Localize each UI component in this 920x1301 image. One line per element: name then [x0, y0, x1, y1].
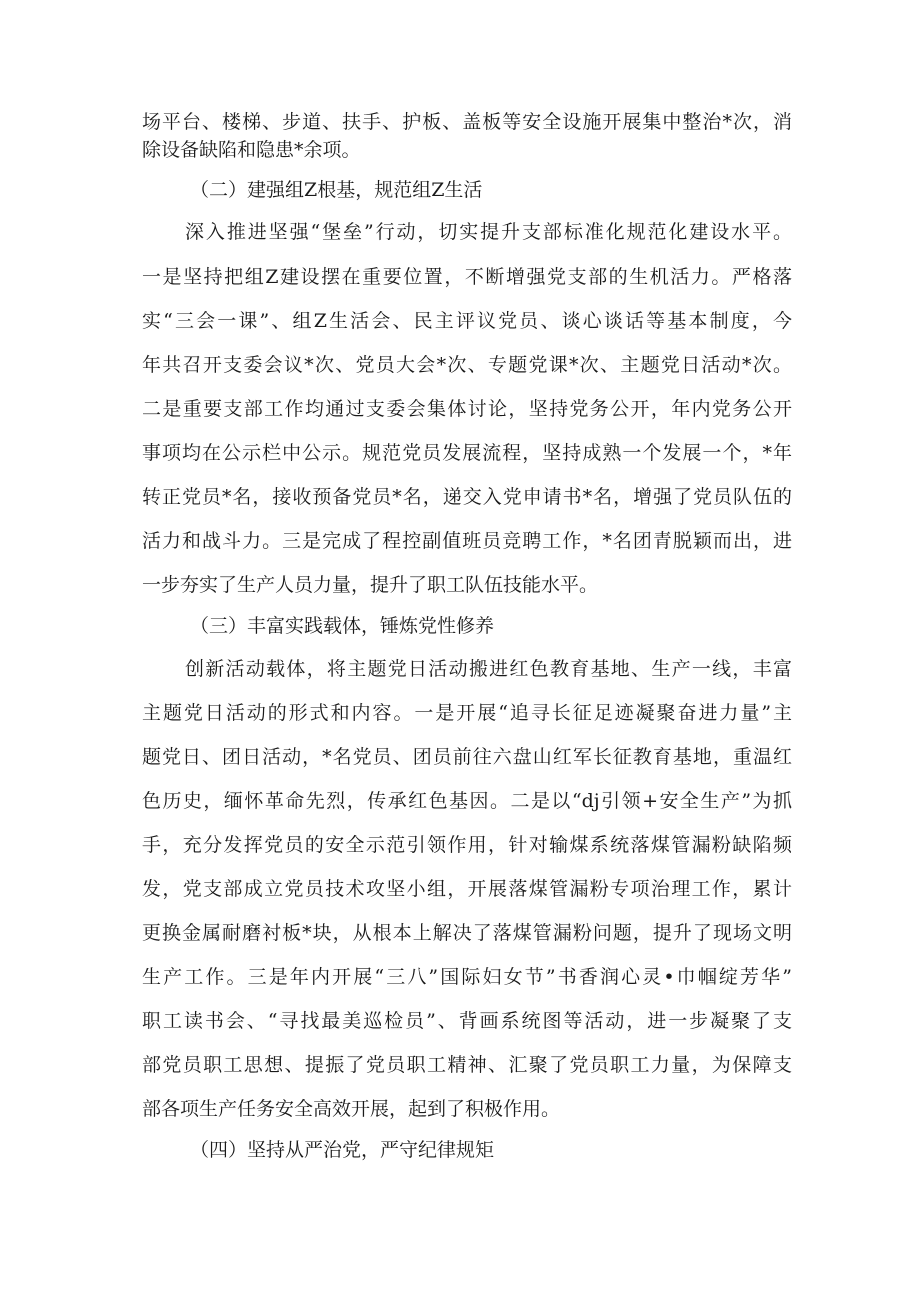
- body-text-line: 事项均在公示栏中公示。规范党员发展流程，坚持成熟一个发展一个，*年: [142, 442, 792, 464]
- body-text-line: 创新活动载体，将主题党日活动搬进红色教育基地、生产一线，丰富: [185, 658, 792, 680]
- section-heading-3: （三）丰富实践载体，锤炼党性修养: [190, 615, 495, 637]
- body-text-line: 更换金属耐磨衬板*块，从根本上解决了落煤管漏粉问题，提升了现场文明: [142, 922, 792, 944]
- section-heading-4: （四）坚持从严治党，严守纪律规矩: [190, 1139, 495, 1161]
- body-text-line: 深入推进坚强“堡垒”行动，切实提升支部标准化规范化建设水平。: [185, 221, 792, 243]
- body-text-line: 发，党支部成立党员技术攻坚小组，开展落煤管漏粉专项治理工作，累计: [142, 878, 792, 900]
- body-text-line: 年共召开支委会议*次、党员大会*次、专题党课*次、主题党日活动*次。: [142, 354, 792, 376]
- section-heading-2: （二）建强组Z根基，规范组Z生活: [190, 179, 483, 201]
- body-text-line: 职工读书会、“寻找最美巡检员”、背画系统图等活动，进一步凝聚了支: [142, 1010, 792, 1032]
- body-text-line: 色历史，缅怀革命先烈，传承红色基因。二是以“dj引领+安全生产”为抓: [142, 790, 792, 812]
- body-text-line: 一是坚持把组Z建设摆在重要位置，不断增强党支部的生机活力。严格落: [142, 266, 792, 288]
- body-text-line: 转正党员*名，接收预备党员*名，递交入党申请书*名，增强了党员队伍的: [142, 486, 792, 508]
- body-text-line: 二是重要支部工作均通过支委会集体讨论，坚持党务公开，年内党务公开: [142, 398, 792, 420]
- body-text-line: 场平台、楼梯、步道、扶手、护板、盖板等安全设施开展集中整治*次，消: [142, 111, 792, 133]
- body-text-line: 活力和战斗力。三是完成了程控副值班员竞聘工作，*名团青脱颖而出，进: [142, 530, 792, 552]
- body-text-line: 主题党日活动的形式和内容。一是开展“追寻长征足迹凝聚奋进力量”主: [142, 702, 792, 724]
- body-text-line: 部各项生产任务安全高效开展，起到了积极作用。: [142, 1098, 561, 1120]
- body-text-line: 手，充分发挥党员的安全示范引领作用，针对输煤系统落煤管漏粉缺陷频: [142, 834, 792, 856]
- body-text-line: 生产工作。三是年内开展“三八”国际妇女节”书香润心灵•巾帼绽芳华”: [142, 966, 792, 988]
- body-text-line: 题党日、团日活动，*名党员、团员前往六盘山红军长征教育基地，重温红: [142, 746, 792, 768]
- body-text-line: 实“三会一课”、组Z生活会、民主评议党员、谈心谈话等基本制度，今: [142, 310, 792, 332]
- body-text-line: 一步夯实了生产人员力量，提升了职工队伍技能水平。: [142, 574, 599, 596]
- body-text-line: 除设备缺陷和隐患*余项。: [142, 139, 361, 161]
- body-text-line: 部党员职工思想、提振了党员职工精神、汇聚了党员职工力量，为保障支: [142, 1054, 792, 1076]
